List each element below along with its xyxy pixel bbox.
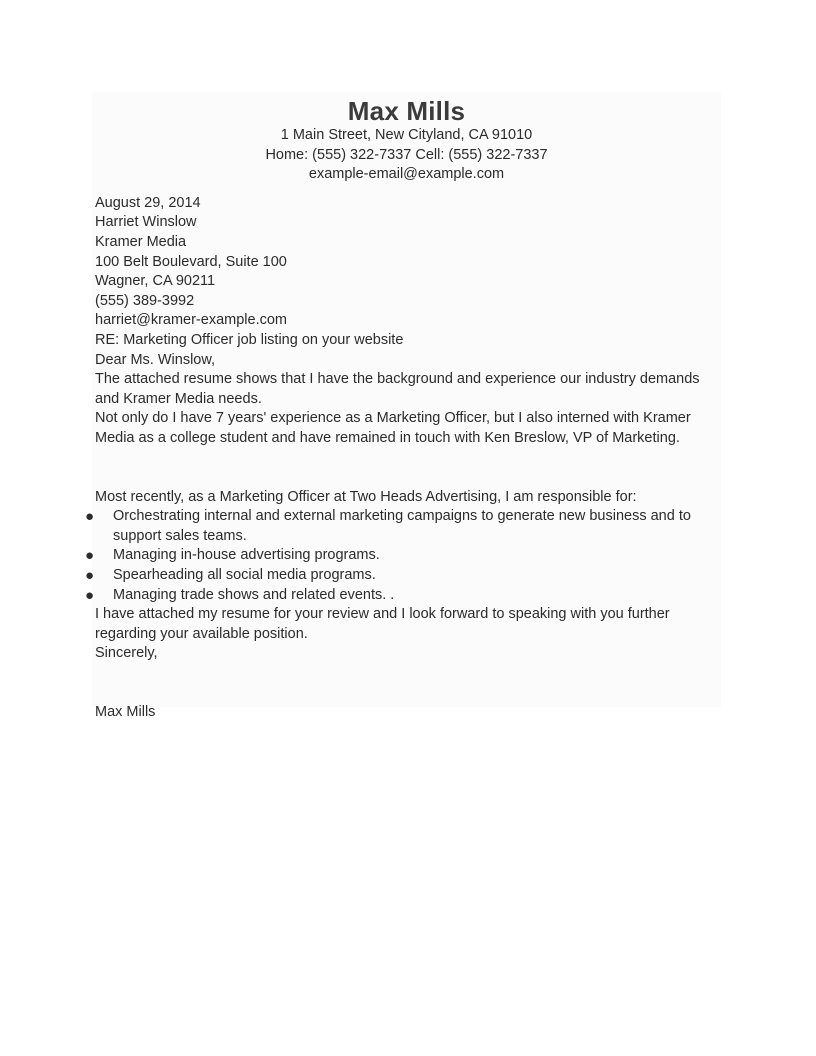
recipient-street: 100 Belt Boulevard, Suite 100	[95, 253, 287, 270]
responsibilities-intro: Most recently, as a Marketing Officer at Two Heads Advertising, I am responsible for:	[95, 488, 637, 505]
signature-name: Max Mills	[95, 704, 156, 721]
letterhead-address: 1 Main Street, New Cityland, CA 91010	[280, 127, 533, 143]
bullet-icon: ●	[85, 508, 95, 526]
salutation: Dear Ms. Winslow,	[95, 351, 216, 368]
responsibilities-list	[85, 507, 721, 605]
subject-line: RE: Marketing Officer job listing on your website	[95, 331, 404, 348]
letter-body	[85, 194, 721, 723]
signature-gap	[92, 684, 721, 704]
letterhead	[92, 92, 721, 185]
recipient-city-state-zip: Wagner, CA 90211	[95, 273, 216, 290]
list-item	[85, 546, 721, 566]
closing-paragraph: I have attached my resume for your review and I look forward to speaking with you further regarding your available position.	[95, 606, 670, 642]
recipient-company: Kramer Media	[95, 233, 187, 250]
list-item-label: Managing trade shows and related events. .	[113, 586, 395, 603]
list-item-label: Orchestrating internal and external marketing campaigns to generate new business and to support sales teams.	[113, 508, 691, 544]
paragraph-background-experience: The attached resume shows that I have the background and experience our industry demands and Kramer Media needs.	[95, 371, 700, 407]
paragraph-gap	[92, 449, 721, 469]
list-item	[85, 566, 721, 586]
recipient-phone: (555) 389-3992	[95, 292, 195, 309]
paragraph-gap	[92, 468, 721, 488]
letter-date: August 29, 2014	[95, 194, 201, 211]
letterhead-phones: Home: (555) 322-7337 Cell: (555) 322-7337	[265, 146, 548, 163]
page-title: Max Mills	[347, 96, 466, 126]
paragraph-experience-history: Not only do I have 7 years' experience as a Marketing Officer, but I also interned with Kramer Media as a college student and have remained in touch with Ken Breslow, VP of Marketing.	[95, 410, 691, 446]
list-item	[85, 507, 721, 546]
valediction: Sincerely,	[95, 645, 158, 662]
letterhead-email: example-email@example.com	[308, 166, 505, 183]
bullet-icon: ●	[85, 567, 95, 585]
list-item	[85, 586, 721, 606]
signature-gap	[92, 664, 721, 684]
recipient-name: Harriet Winslow	[95, 214, 197, 231]
list-item-label: Managing in-house advertising programs.	[113, 547, 380, 564]
cover-letter-document	[85, 92, 721, 723]
list-item-label: Spearheading all social media programs.	[113, 567, 376, 584]
bullet-icon: ●	[85, 547, 95, 565]
recipient-email: harriet@kramer-example.com	[95, 312, 287, 329]
bullet-icon: ●	[85, 586, 95, 604]
